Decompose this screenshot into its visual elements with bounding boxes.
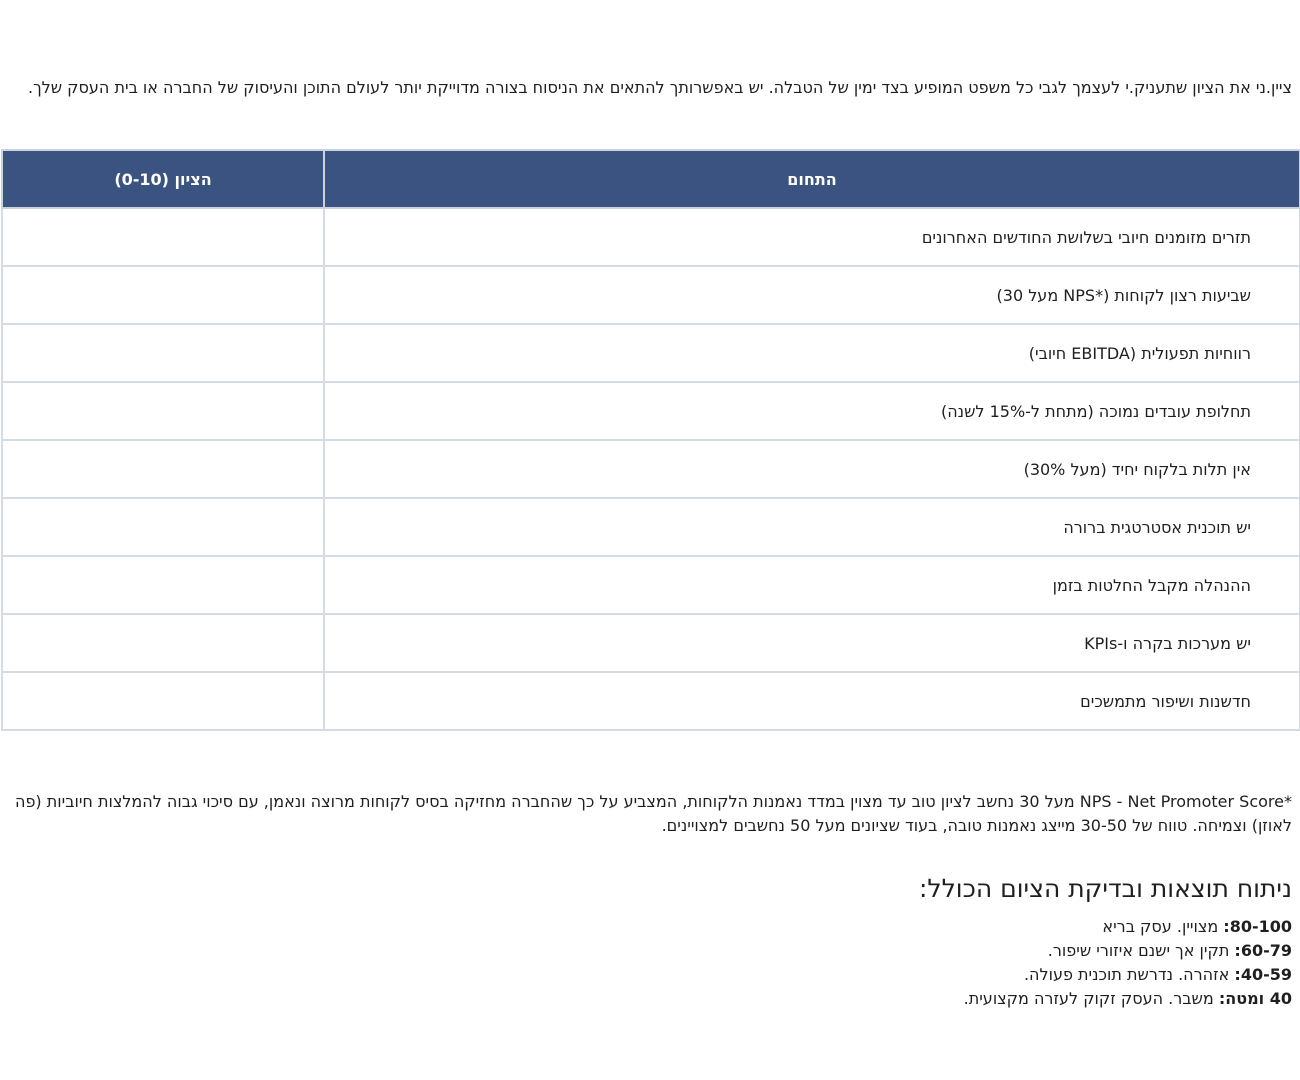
- table-row: [2, 498, 1300, 556]
- header-score: הציון (0-10): [2, 150, 324, 208]
- score-cell[interactable]: [2, 324, 324, 382]
- score-cell[interactable]: [2, 672, 324, 730]
- list-item: [964, 939, 1292, 963]
- list-item: [964, 963, 1292, 987]
- domain-cell: יש תוכנית אסטרטגית ברורה: [324, 498, 1300, 556]
- score-range-description: אזהרה. נדרשת תוכנית פעולה.: [1023, 965, 1235, 984]
- list-item: [964, 987, 1292, 1011]
- table-row: [2, 324, 1300, 382]
- score-range-description: תקין אך ישנם איזורי שיפור.: [1047, 941, 1235, 960]
- score-range-description: מצויין. עסק בריא: [1102, 917, 1224, 936]
- table-row: [2, 208, 1300, 266]
- score-cell[interactable]: [2, 440, 324, 498]
- domain-cell: תזרים מזומנים חיובי בשלושת החודשים האחרונים: [324, 208, 1300, 266]
- domain-cell: חדשנות ושיפור מתמשכים: [324, 672, 1300, 730]
- table-row: [2, 382, 1300, 440]
- score-range-description: משבר. העסק זקוק לעזרה מקצועית.: [963, 989, 1219, 1008]
- score-table: [1, 149, 1300, 731]
- table-header-row: [2, 150, 1300, 208]
- score-range: 40-59:: [1234, 965, 1292, 984]
- table-row: [2, 614, 1300, 672]
- score-cell[interactable]: [2, 556, 324, 614]
- score-cell[interactable]: [2, 382, 324, 440]
- analysis-title: ניתוח תוצאות ובדיקת הציום הכולל:: [918, 874, 1292, 903]
- table-row: [2, 440, 1300, 498]
- score-range: 40 ומטה:: [1218, 989, 1292, 1008]
- table-row: [2, 556, 1300, 614]
- domain-cell: ההנהלה מקבל החלטות בזמן: [324, 556, 1300, 614]
- domain-cell: רווחיות תפעולית (EBITDA חיובי): [324, 324, 1300, 382]
- list-item: [964, 915, 1292, 939]
- score-scale-list: [964, 915, 1292, 1011]
- domain-cell: אין תלות בלקוח יחיד (מעל 30%): [324, 440, 1300, 498]
- table-row: [2, 672, 1300, 730]
- score-cell[interactable]: [2, 266, 324, 324]
- score-cell[interactable]: [2, 208, 324, 266]
- score-range: 60-79:: [1234, 941, 1292, 960]
- domain-cell: יש מערכות בקרה ו-KPIs: [324, 614, 1300, 672]
- table-row: [2, 266, 1300, 324]
- nps-footnote: *NPS - Net Promoter Score מעל 30 נחשב לציון טוב עד מצוין במדד נאמנות הלקוחות, המצביע על כך שהחברה מחזיקה בסיס לקוחות מרוצה ונאמן, עם סיכוי גבוה להמלצות חיוביות (פה לאוזן) וצמיחה. טווח של 30-50 מייצג נאמנות טובה, בעוד שציונים מעל 50 נחשבים למצויינים.: [14, 792, 1292, 835]
- score-cell[interactable]: [2, 614, 324, 672]
- domain-cell: שביעות רצון לקוחות (*NPS מעל 30): [324, 266, 1300, 324]
- domain-cell: תחלופת עובדים נמוכה (מתחת ל-15% לשנה): [324, 382, 1300, 440]
- intro-text: ציין.ני את הציון שתעניק.י לעצמך לגבי כל משפט המופיע בצד ימין של הטבלה. יש באפשרותך להתאים את הניסוח בצורה מדוייקת יותר לעולם התוכן והעיסוק של החברה או בית העסק שלך.: [27, 78, 1292, 97]
- score-range: 80-100:: [1223, 917, 1292, 936]
- header-domain: התחום: [324, 150, 1300, 208]
- score-cell[interactable]: [2, 498, 324, 556]
